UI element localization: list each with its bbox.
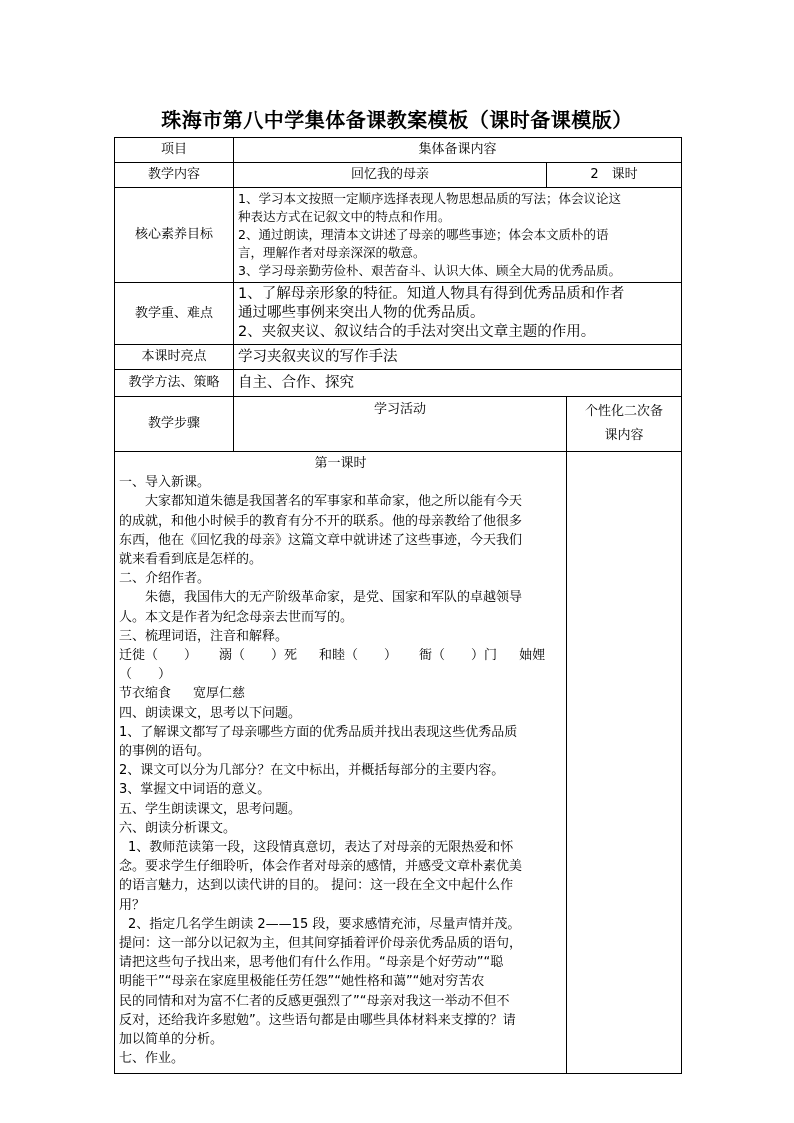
lesson-plan-table xyxy=(114,137,682,1074)
key-point-line: 1、了解母亲形象的特征。知道人物具有得到优秀品质和作者 xyxy=(238,286,625,302)
vocab-row xyxy=(119,646,562,684)
vocab-word: 衙（ ）门 xyxy=(419,648,498,664)
teaching-content-row xyxy=(115,163,682,188)
key-point-line: 2、夹叙夹议、叙议结合的手法对突出文章主题的作用。 xyxy=(238,324,596,340)
section-heading: 六、朗读分析课文。 xyxy=(119,820,237,836)
body-line: 用？ xyxy=(119,897,146,913)
lesson-body-row xyxy=(115,452,682,1074)
body-line: 加以简单的分析。 xyxy=(119,1032,224,1048)
core-goal-line: 3、学习母亲勤劳俭朴、艰苦奋斗、认识大体、顾全大局的优秀品质。 xyxy=(238,263,621,278)
lesson-number: 第一课时 xyxy=(314,456,367,471)
key-points-label: 教学重、难点 xyxy=(115,283,234,345)
body-line: 东西，他在《回忆我的母亲》这篇文章中就讲述了这些事迹，今天我们 xyxy=(119,532,523,548)
highlight-row xyxy=(115,345,682,370)
lesson-hours: 2 课时 xyxy=(547,163,682,188)
lesson-body xyxy=(115,452,567,1074)
content-header: 集体备课内容 xyxy=(234,138,682,163)
teaching-content-label: 教学内容 xyxy=(115,163,234,188)
body-line: 念。要求学生仔细聆听，体会作者对母亲的感情，并感受文章朴素优美 xyxy=(119,859,523,875)
body-line: 请把这些句子找出来，思考他们有什么作用。“母亲是个好劳动”“聪 xyxy=(119,955,504,971)
body-line: 大家都知道朱德是我国著名的军事家和革命家，他之所以能有今天 xyxy=(145,494,523,510)
body-line: 明能干”“母亲在家庭里极能任劳任怨”“她性格和蔼”“她对穷苦农 xyxy=(119,974,485,990)
section-heading: 三、梳理词语，注音和解释。 xyxy=(119,628,289,644)
personal-prep-label xyxy=(567,397,682,452)
vocab-word: 溺（ ）死 xyxy=(219,648,298,664)
body-line: 朱德，我国伟大的无产阶级革命家，是党、国家和军队的卓越领导 xyxy=(145,590,523,606)
section-heading: 四、朗读课文，思考以下问题。 xyxy=(119,705,302,721)
section-heading: 一、导入新课。 xyxy=(119,475,211,491)
body-line: 2、课文可以分为几部分？在文中标出，并概括每部分的主要内容。 xyxy=(119,763,505,779)
key-points-text xyxy=(234,283,682,345)
body-line: 3、掌握文中词语的意义。 xyxy=(119,782,271,798)
core-goal-line: 言，理解作者对母亲深深的敬意。 xyxy=(238,245,426,260)
core-goals-row xyxy=(115,188,682,283)
core-goals-label: 核心素养目标 xyxy=(115,188,234,283)
body-line: 民的同情和对为富不仁者的反感更强烈了”“母亲对我这一举动不但不 xyxy=(119,993,510,1009)
method-row xyxy=(115,370,682,397)
section-heading: 二、介绍作者。 xyxy=(119,571,211,587)
body-line: 反对，还给我许多慰勉”。这些语句都是由哪些具体材料来支撑的？请 xyxy=(119,1012,516,1028)
personal-prep-label-line: 课内容 xyxy=(604,428,644,443)
method-text: 自主、合作、探究 xyxy=(234,370,682,397)
body-line: 人。本文是作者为纪念母亲去世而写的。 xyxy=(119,609,354,625)
body-line: 的语言魅力，达到以读代讲的目的。 提问：这一段在全文中起什么作 xyxy=(119,878,514,894)
core-goal-line: 种表达方式在记叙文中的特点和作用。 xyxy=(238,209,451,224)
body-line: 的事例的语句。 xyxy=(119,744,211,760)
core-goal-line: 1、学习本文按照一定顺序选择表现人物思想品质的写法；体会议论这 xyxy=(238,191,621,206)
vocab-word: 和睦（ ） xyxy=(319,648,398,664)
vocab-word: 节衣缩食 xyxy=(119,686,172,702)
core-goal-line: 2、通过朗读，理清本文讲述了母亲的哪些事迹；体会本文质朴的语 xyxy=(238,227,609,242)
body-line: 1、了解课文都写了母亲哪些方面的优秀品质并找出表现这些优秀品质 xyxy=(119,724,518,740)
item-header: 项目 xyxy=(115,138,234,163)
vocab-word: 迁徙（ ） xyxy=(119,648,198,664)
steps-header-row xyxy=(115,397,682,452)
section-heading: 七、作业。 xyxy=(119,1051,185,1067)
section-heading: 五、学生朗读课文，思考问题。 xyxy=(119,801,302,817)
body-line: 就来看看到底是怎样的。 xyxy=(119,552,263,568)
lesson-title: 回忆我的母亲 xyxy=(234,163,547,188)
page-title: 珠海市第八中学集体备课教案模板（课时备课模版） xyxy=(161,108,633,132)
key-point-line: 通过哪些事例来突出人物的优秀品质。 xyxy=(238,305,485,321)
personal-prep-label-line: 个性化二次备 xyxy=(585,404,664,419)
highlight-label: 本课时亮点 xyxy=(115,345,234,370)
steps-label: 教学步骤 xyxy=(115,397,234,452)
vocab-word: 妯娌（ ） xyxy=(119,648,546,683)
personal-prep-cell xyxy=(567,452,682,1074)
vocab-word: 宽厚仁慈 xyxy=(193,686,246,702)
highlight-text: 学习夹叙夹议的写作手法 xyxy=(234,345,682,370)
method-label: 教学方法、策略 xyxy=(115,370,234,397)
header-row xyxy=(115,138,682,163)
body-line: 2、指定几名学生朗读 2——15 段，要求感情充沛，尽量声情并茂。 xyxy=(128,916,521,932)
vocab-row xyxy=(119,684,562,703)
core-goals-text xyxy=(234,188,682,283)
activity-label: 学习活动 xyxy=(234,397,567,452)
key-points-row xyxy=(115,283,682,345)
body-line: 1、教师范读第一段，这段情真意切，表达了对母亲的无限热爱和怀 xyxy=(128,840,514,856)
body-line: 提问：这一部分以记叙为主，但其间穿插着评价母亲优秀品质的语句， xyxy=(119,936,523,952)
body-line: 的成就，和他小时候手的教育有分不开的联系。他的母亲教给了他很多 xyxy=(119,513,523,529)
